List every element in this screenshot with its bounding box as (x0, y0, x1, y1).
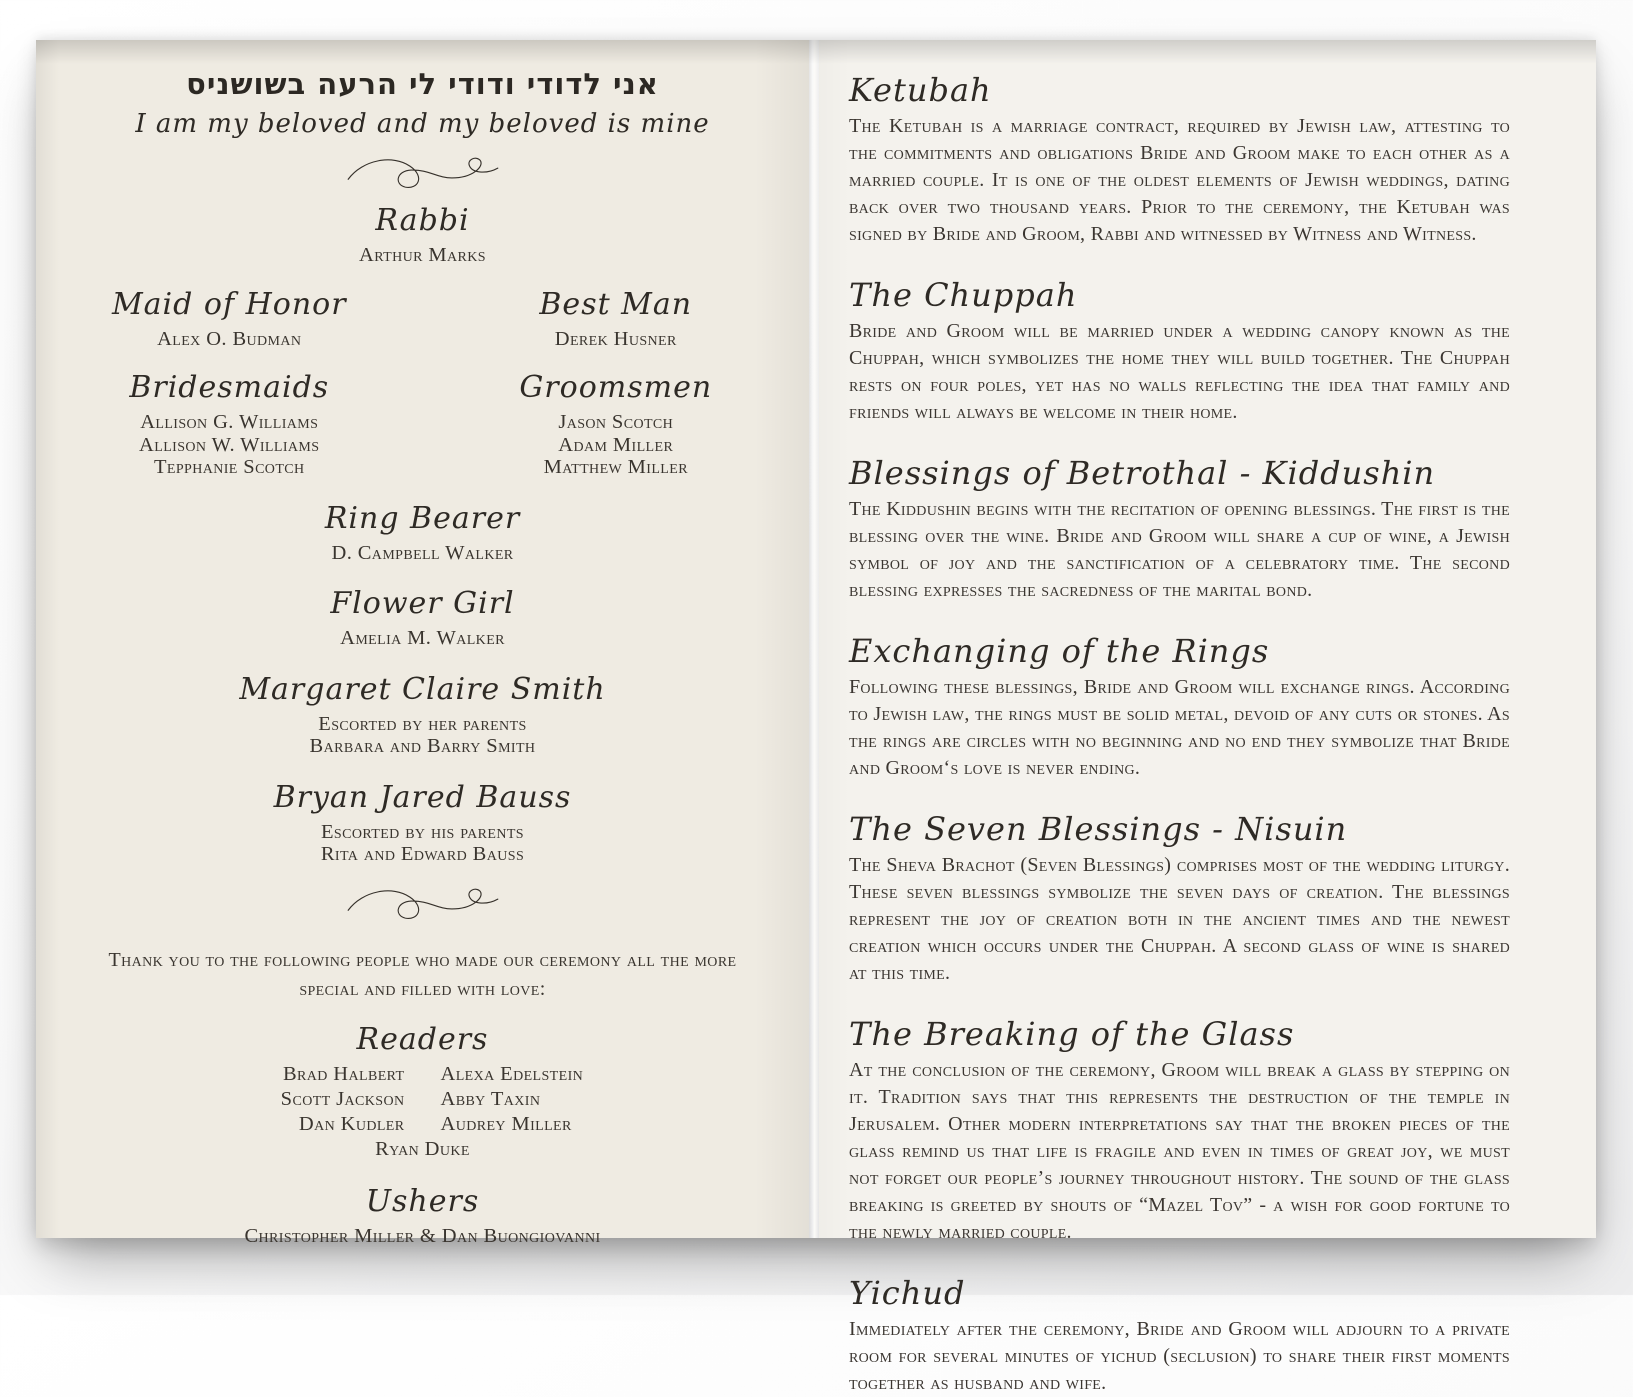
bride-parents-line: Barbara and Barry Smith (309, 735, 536, 757)
readers-left-column (203, 1062, 405, 1137)
section-body: The Ketubah is a marriage contract, required by Jewish law, attesting to the commitments and obligations Bride and Groom make to each other as a married couple. It is one of the oldest elements of Jewish weddings, dating back over two thousand years. Prior to the ceremony, the Ketubah was signed by Bride and Groom, Rabbi and witnessed by Witness and Witness. (849, 115, 1510, 245)
section-title: Yichud (849, 1274, 966, 1312)
center-fold (809, 40, 819, 1238)
readers-title: Readers (356, 1021, 489, 1057)
thank-you-note: Thank you to the following people who made our ceremony all the more special and filled with love: (108, 948, 737, 1000)
section-kiddushin (849, 453, 1510, 604)
right-page (819, 40, 1596, 1394)
ushers-names: Christopher Miller & Dan Buongiovanni (244, 1224, 601, 1247)
groomsman-name: Adam Miller (558, 433, 674, 456)
ring-bearer-title: Ring Bearer (324, 500, 521, 536)
verse-translation: I am my beloved and my beloved is mine (135, 109, 710, 139)
section-body: The Sheva Brachot (Seven Blessings) comprises most of the wedding liturgy. These seven blessings symbolize the seven days of creation. The blessings represent the joy of creation both in the ancient times and the newest creation which occurs under the Chuppah. A second glass of wine is shared at this time. (849, 854, 1510, 984)
groom-name-title: Bryan Jared Bauss (273, 779, 572, 815)
readers-section (36, 1022, 809, 1162)
ushers-section (36, 1184, 809, 1248)
section-rings (849, 631, 1510, 782)
rabbi-name: Arthur Marks (359, 244, 486, 266)
groom-section (36, 780, 809, 866)
section-body: Immediately after the ceremony, Bride and Groom will adjourn to a private room for several minutes of yichud (seclusion) to share their first moments together as husband and wife. (849, 1318, 1510, 1394)
best-man-section (423, 287, 810, 351)
readers-right-column (441, 1062, 643, 1137)
wedding-party-row (36, 370, 809, 479)
section-chuppah (849, 275, 1510, 426)
bridesmaid-name: Allison W. Williams (139, 433, 320, 456)
readers-columns (203, 1062, 643, 1137)
maid-of-honor-section (36, 287, 423, 351)
rabbi-title: Rabbi (375, 203, 470, 238)
groom-parents-line: Rita and Edward Bauss (320, 843, 525, 865)
section-title: Exchanging of the Rings (849, 632, 1270, 670)
section-title: Ketubah (849, 71, 992, 109)
reader-name: Brad Halbert (282, 1062, 405, 1085)
ushers-title: Ushers (365, 1183, 480, 1219)
section-nisuin (849, 809, 1510, 987)
reader-name: Alexa Edelstein (440, 1062, 584, 1085)
section-yichud (849, 1273, 1510, 1397)
reader-name: Ryan Duke (375, 1137, 470, 1160)
section-title: The Seven Blessings - Nisuin (849, 810, 1348, 848)
reader-name: Audrey Miller (440, 1112, 572, 1135)
maid-of-honor-title: Maid of Honor (111, 286, 347, 322)
bridesmaid-name: Allison G. Williams (140, 411, 319, 433)
bride-escort-line: Escorted by her parents (318, 712, 527, 735)
section-body: Following these blessings, Bride and Groom will exchange rings. According to Jewish law, the rings must be solid metal, devoid of any cuts or stones. As the rings are circles with no beginning and no end they symbolize that Bride and Groom‘s love is never ending. (849, 676, 1510, 779)
left-page (36, 40, 809, 1247)
flourish-ornament (36, 153, 809, 195)
flower-girl-title: Flower Girl (330, 586, 515, 621)
section-ketubah (849, 70, 1510, 248)
best-man-name: Derek Husner (554, 327, 677, 350)
bridesmaids-section (36, 370, 423, 479)
section-title: The Chuppah (849, 276, 1078, 314)
section-body: The Kiddushin begins with the recitation of opening blessings. The first is the blessing over the wine. Bride and Groom will share a cup of wine, a Jewish symbol of joy and the sanctification of a celebratory time. The second blessing expresses the sacredness of the marital bond. (849, 498, 1510, 601)
bride-name-title: Margaret Claire Smith (239, 671, 606, 707)
groomsmen-title: Groomsmen (519, 370, 713, 405)
section-body: Bride and Groom will be married under a wedding canopy known as the Chuppah, which symbolizes the home they will build together. The Chuppah rests on four poles, yet has no walls reflecting the idea that family and friends will always be welcome in their home. (849, 320, 1510, 423)
section-title: The Breaking of the Glass (849, 1015, 1295, 1053)
groomsman-name: Jason Scotch (558, 411, 674, 433)
reader-name: Dan Kudler (298, 1112, 405, 1135)
section-title: Blessings of Betrothal - Kiddushin (849, 454, 1436, 492)
hebrew-verse: סינשושב הערה יל ידודו ידודל ינא (186, 67, 659, 101)
flower-girl-section (36, 586, 809, 650)
section-body: At the conclusion of the ceremony, Groom will break a glass by stepping on it. Tradition says that this represents the destruction of the temple in Jerusalem. Other modern interpretations say that the broken pieces of the glass remind us that life is fragile and even in times of great joy, we must not forget our people’s journey throughout history. The sound of the glass breaking is greeted by shouts of “Mazel Tov” - a wish for good fortune to the newly married couple. (849, 1059, 1510, 1243)
wedding-program-card (36, 40, 1596, 1394)
maid-of-honor-name: Alex O. Budman (157, 327, 302, 350)
reader-name: Abby Taxin (440, 1087, 541, 1110)
ring-bearer-name: D. Campbell Walker (331, 541, 514, 564)
groomsman-name: Matthew Miller (543, 456, 688, 478)
reader-name: Scott Jackson (280, 1087, 405, 1110)
flower-girl-name: Amelia M. Walker (340, 627, 505, 649)
bridesmaids-title: Bridesmaids (129, 370, 330, 405)
best-man-title: Best Man (539, 286, 693, 322)
groom-escort-line: Escorted by his parents (321, 820, 524, 843)
groomsmen-section (423, 370, 810, 479)
bridesmaid-name: Tepphanie Scotch (153, 456, 305, 478)
rabbi-section (36, 203, 809, 267)
flourish-ornament (36, 884, 809, 926)
section-breaking-glass (849, 1014, 1510, 1246)
bride-section (36, 672, 809, 758)
honor-attendants-row (36, 287, 809, 351)
ring-bearer-section (36, 501, 809, 565)
